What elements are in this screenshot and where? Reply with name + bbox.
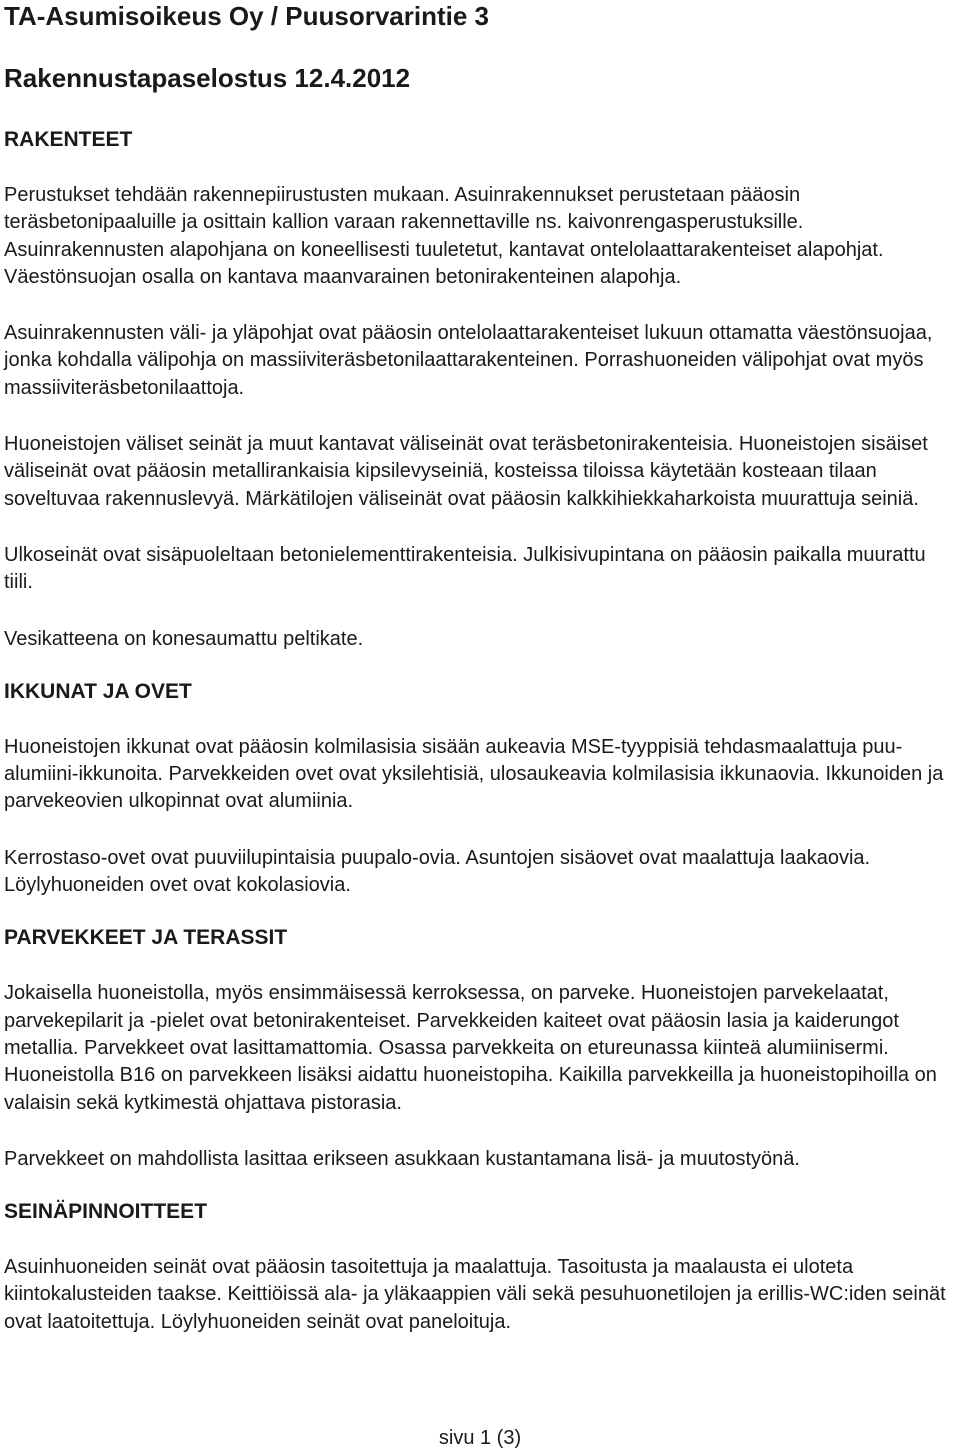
section-parvekkeet-ja-terassit [4,925,954,1173]
section-seinapinnoitteet [4,1199,954,1336]
section-rakenteet [4,127,954,653]
paragraph: Huoneistojen väliset seinät ja muut kantavat väliseinät ovat teräsbetonirakenteisia. Huoneistojen sisäiset väliseinät ovat pääosin metallirankaisia kipsilevyseiniä, kosteissa tiloissa käytetään kosteaan tilaan soveltuvaa rakennuslevyä. Märkätilojen väliseinät ovat pääosin kalkkihiekkaharkoista muurattuja seiniä. [4,433,928,510]
paragraph: Perustukset tehdään rakennepiirustusten mukaan. Asuinrakennukset perustetaan pääosin teräsbetonipaaluille ja osittain kallion varaan rakennettaville ns. kaivonrengasperustuksille. Asuinrakennusten alapohjana on koneellisesti tuuletetut, kantavat ontelolaattarakenteiset alapohjat. Väestönsuojan osalla on kantava maanvarainen betonirakenteinen alapohja. [4,184,884,288]
section-heading-ikkunat-ja-ovet: IKKUNAT JA OVET [4,679,192,703]
document-page [4,0,954,1336]
paragraph: Huoneistojen ikkunat ovat pääosin kolmilasisia sisään aukeavia MSE-tyyppisiä tehdasmaalattuja puu-alumiini-ikkunoita. Parvekkeiden ovet ovat yksilehtisiä, ulosaukeavia kolmilasisia ikkunaovia. Ikkunoiden ja parvekeovien ulkopinnat ovat alumiinia. [4,735,944,813]
section-heading-parvekkeet-ja-terassit: PARVEKKEET JA TERASSIT [4,926,288,950]
paragraph: Vesikatteena on konesaumattu peltikate. [4,627,364,650]
page-subtitle: Rakennustapaselostus 12.4.2012 [4,63,411,93]
paragraph: Jokaisella huoneistolla, myös ensimmäisessä kerroksessa, on parveke. Huoneistojen parvekelaatat, parvekepilarit ja -pielet ovat betonirakenteiset. Parvekkeiden kaiteet ovat pääosin lasia ja kaiderungot metallia. Parvekkeet ovat lasittamattomia. Osassa parvekkeita on etureunassa kiinteä alumiinisermi. Huoneistolla B16 on parvekkeen lisäksi aidattu huoneistopiha. Kaikilla parvekkeilla ja huoneistopihoilla on valaisin sekä kytkimestä ohjattava pistorasia. [4,982,937,1114]
section-ikkunat-ja-ovet [4,679,954,899]
paragraph: Ulkoseinät ovat sisäpuoleltaan betonielementtirakenteisia. Julkisivupintana on pääosin paikalla muurattu tiili. [4,543,926,594]
paragraph: Kerrostaso-ovet ovat puuviilupintaisia puupalo-ovia. Asuntojen sisäovet ovat maalattuja laakaovia. Löylyhuoneiden ovet ovat kokolasiovia. [4,846,871,897]
page-number: sivu 1 (3) [438,1427,522,1449]
section-heading-seinapinnoitteet: SEINÄPINNOITTEET [4,1200,208,1224]
page-title: TA-Asumisoikeus Oy / Puusorvarintie 3 [4,1,489,31]
paragraph: Asuinrakennusten väli- ja yläpohjat ovat pääosin ontelolaattarakenteiset lukuun ottamatta väestönsuojaa, jonka kohdalla välipohja on massiiviteräsbetonilaattarakenteinen. Porrashuoneiden välipohjat ovat myös massiiviteräsbetonilaattoja. [4,322,933,399]
paragraph: Asuinhuoneiden seinät ovat pääosin tasoitettuja ja maalattuja. Tasoitusta ja maalausta ei uloteta kiintokalusteiden taakse. Keittiöissä ala- ja yläkaappien väli sekä pesuhuonetilojen ja erillis-WC:iden seinät ovat laatoitettuja. Löylyhuoneiden seinät ovat paneloituja. [4,1256,946,1333]
paragraph: Parvekkeet on mahdollista lasittaa erikseen asukkaan kustantamana lisä- ja muutostyönä. [4,1147,800,1170]
section-heading-rakenteet: RAKENTEET [4,128,133,151]
